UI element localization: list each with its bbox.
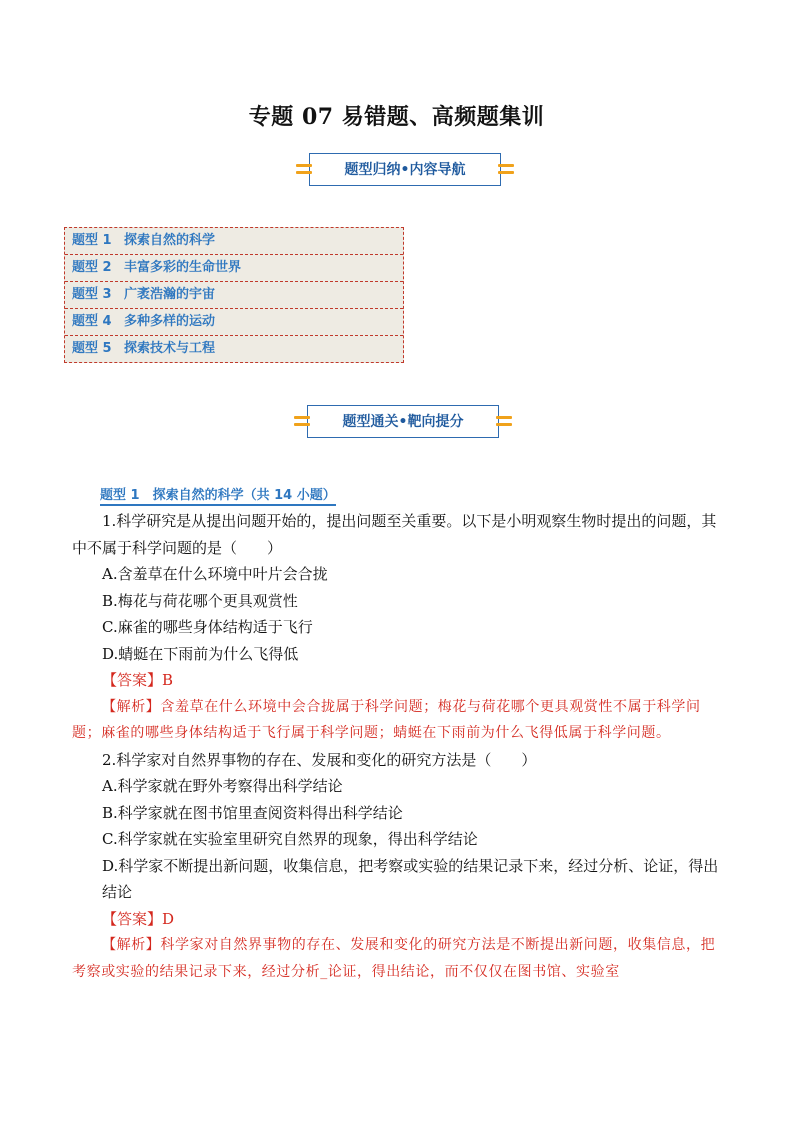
section-heading: 题型 1 探索自然的科学（共 14 小题） [100, 484, 336, 506]
answer-value: D [162, 909, 175, 928]
toc-item-number: 题型 4 [72, 314, 112, 329]
option-c: C.科学家就在实验室里研究自然界的现象，得出科学结论 [102, 830, 478, 848]
nav-banner [296, 152, 514, 186]
question-stem: 1.科学研究是从提出问题开始的，提出问题至关重要。以下是小明观察生物时提出的问题，其中不属于科学问题的是（ ） [72, 512, 717, 557]
toc-item-label: 探索自然的科学 [124, 233, 216, 248]
practice-banner [294, 404, 512, 438]
question-content [72, 508, 724, 985]
banner-decoration-icon [498, 163, 514, 175]
analysis [72, 694, 724, 747]
analysis-label: 【解析】 [102, 698, 161, 715]
option-a: A.含羞草在什么环境中叶片会合拢 [102, 565, 328, 583]
toc-item-number: 题型 3 [72, 287, 112, 302]
question-stem: 2.科学家对自然界事物的存在、发展和变化的研究方法是（ ） [102, 750, 537, 769]
toc-item[interactable] [65, 255, 403, 282]
option-b: B.科学家就在图书馆里查阅资料得出科学结论 [102, 803, 403, 822]
banner-decoration-icon [296, 163, 312, 175]
analysis [72, 932, 724, 985]
answer [72, 906, 724, 933]
option-c: C.麻雀的哪些身体结构适于飞行 [102, 618, 313, 636]
toc-item[interactable] [65, 282, 403, 309]
answer-label: 【答案】 [102, 671, 163, 689]
toc-item-label: 广袤浩瀚的宇宙 [124, 287, 216, 302]
toc-item-label: 探索技术与工程 [124, 341, 216, 356]
analysis-text: 含羞草在什么环境中会合拢属于科学问题；梅花与荷花哪个更具观赏性不属于科学问题；麻雀的哪些身体结构适于飞行属于科学问题；蜻蜓在下雨前为什么飞得低属于科学问题。 [72, 698, 701, 741]
option-a: A.科学家就在野外考察得出科学结论 [102, 777, 343, 795]
analysis-label: 【解析】 [102, 937, 161, 953]
answer [72, 667, 724, 694]
answer-value: B [162, 671, 174, 689]
analysis-text: 科学家对自然界事物的存在、发展和变化的研究方法是不断提出新问题，收集信息，把考察或实验的结果记录下来，经过分析_论证，得出结论，而不仅仅在图书馆、实验室 [72, 937, 716, 980]
toc-item-number: 题型 5 [72, 341, 112, 356]
option-d: D.科学家不断提出新问题，收集信息，把考察或实验的结果记录下来，经过分析、论证，得出结论 [102, 856, 719, 901]
option-b: B.梅花与荷花哪个更具观赏性 [102, 591, 298, 610]
nav-banner-label: 题型归纳•内容导航 [309, 153, 501, 186]
toc-item-number: 题型 1 [72, 233, 112, 248]
toc-item-number: 题型 2 [72, 260, 112, 275]
practice-banner-label: 题型通关•靶向提分 [307, 405, 499, 438]
banner-decoration-icon [496, 415, 512, 427]
option-d: D.蜻蜓在下雨前为什么飞得低 [102, 644, 299, 663]
toc-item[interactable] [65, 309, 403, 336]
page-title: 专题 07 易错题、高频题集训 [248, 104, 545, 130]
toc-item[interactable] [65, 336, 403, 362]
toc-list [64, 227, 404, 363]
toc-item-label: 多种多样的运动 [124, 314, 216, 329]
toc-item[interactable] [65, 228, 403, 255]
toc-item-label: 丰富多彩的生命世界 [124, 260, 242, 275]
answer-label: 【答案】 [102, 909, 163, 928]
banner-decoration-icon [294, 415, 310, 427]
